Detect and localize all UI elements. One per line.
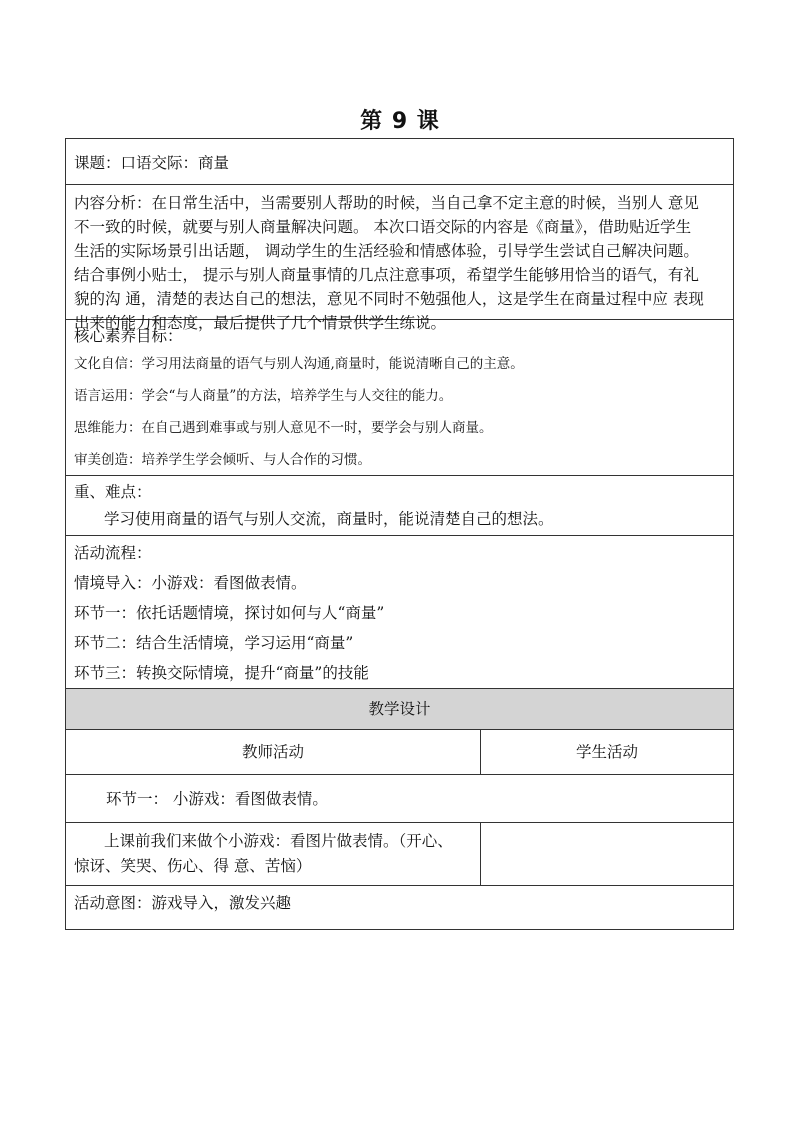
- flow-item: 环节二：结合生活情境，学习运用“商量”: [74, 634, 354, 652]
- analysis-line: 不一致的时候，就要与别人商量解决问题。 本次口语交际的内容是《商量》，借助贴近学生: [74, 218, 692, 236]
- design-heading-row: [66, 688, 733, 729]
- topic-text: 课题：口语交际：商量: [74, 153, 230, 172]
- design-heading: 教学设计: [368, 700, 431, 718]
- goal-item: 语言运用：学会“与人商量”的方法，培养学生与人交往的能力。: [74, 388, 453, 404]
- flow-item: 情境导入：小游戏：看图做表情。: [74, 574, 307, 592]
- goal-item: 审美创造：培养学生学会倾听、与人合作的习惯。: [74, 452, 371, 468]
- flow-item: 环节三：转换交际情境，提升“商量”的技能: [74, 664, 369, 682]
- lesson-plan-table: [65, 138, 734, 930]
- intent-row: [66, 885, 733, 929]
- analysis-line: 内容分析：在日常生活中，当需要别人帮助的时候，当自己拿不定主意的时候，当别人 意见: [74, 194, 699, 212]
- column-header-row: [66, 729, 733, 774]
- teacher-activity-cell: [66, 823, 481, 885]
- intent-text: 活动意图：游戏导入，激发兴趣: [74, 894, 292, 912]
- step1-row: [66, 774, 733, 822]
- analysis-line: 结合事例小贴士， 提示与别人商量事情的几点注意事项，希望学生能够用恰当的语气，有礼: [74, 266, 699, 284]
- analysis-line: 貌的沟 通，清楚的表达自己的想法，意见不同时不勉强他人，这是学生在商量过程中应 表现: [74, 290, 704, 308]
- game-line: 惊讶、笑哭、伤心、得 意、苦恼）: [74, 857, 312, 875]
- teacher-activity-header: 教师活动: [66, 730, 481, 774]
- analysis-line: 出来的能力和态度，最后提供了几个情景供学生练说。: [74, 314, 447, 332]
- analysis-row: [66, 184, 733, 332]
- goal-item: 文化自信：学习用法商量的语气与别人沟通,商量时，能说清晰自己的主意。: [74, 356, 524, 372]
- key-points-row: [66, 475, 733, 535]
- page-title: 第 9 课: [360, 109, 440, 134]
- step1-text: 环节一： 小游戏：看图做表情。: [106, 790, 328, 808]
- key-points-text: 学习使用商量的语气与别人交流，商量时，能说清楚自己的想法。: [104, 510, 554, 528]
- flow-heading: 活动流程：: [74, 544, 152, 562]
- flow-row: [66, 535, 733, 688]
- student-activity-header: 学生活动: [575, 743, 638, 761]
- goals-heading: 核心素养目标：: [74, 327, 183, 345]
- game-row: [66, 822, 733, 885]
- key-points-heading: 重、难点：: [74, 483, 152, 501]
- goals-row: [66, 319, 733, 475]
- analysis-line: 生活的实际场景引出话题， 调动学生的生活经验和情感体验，引导学生尝试自己解决问题。: [74, 242, 699, 260]
- goal-item: 思维能力：在自己遇到难事或与别人意见不一时，要学会与别人商量。: [74, 420, 493, 436]
- topic-row: [66, 139, 733, 184]
- game-line: 上课前我们来做个小游戏：看图片做表情。（开心、: [104, 832, 453, 850]
- student-activity-cell: [481, 823, 733, 885]
- flow-item: 环节一：依托话题情境，探讨如何与人“商量”: [74, 604, 385, 622]
